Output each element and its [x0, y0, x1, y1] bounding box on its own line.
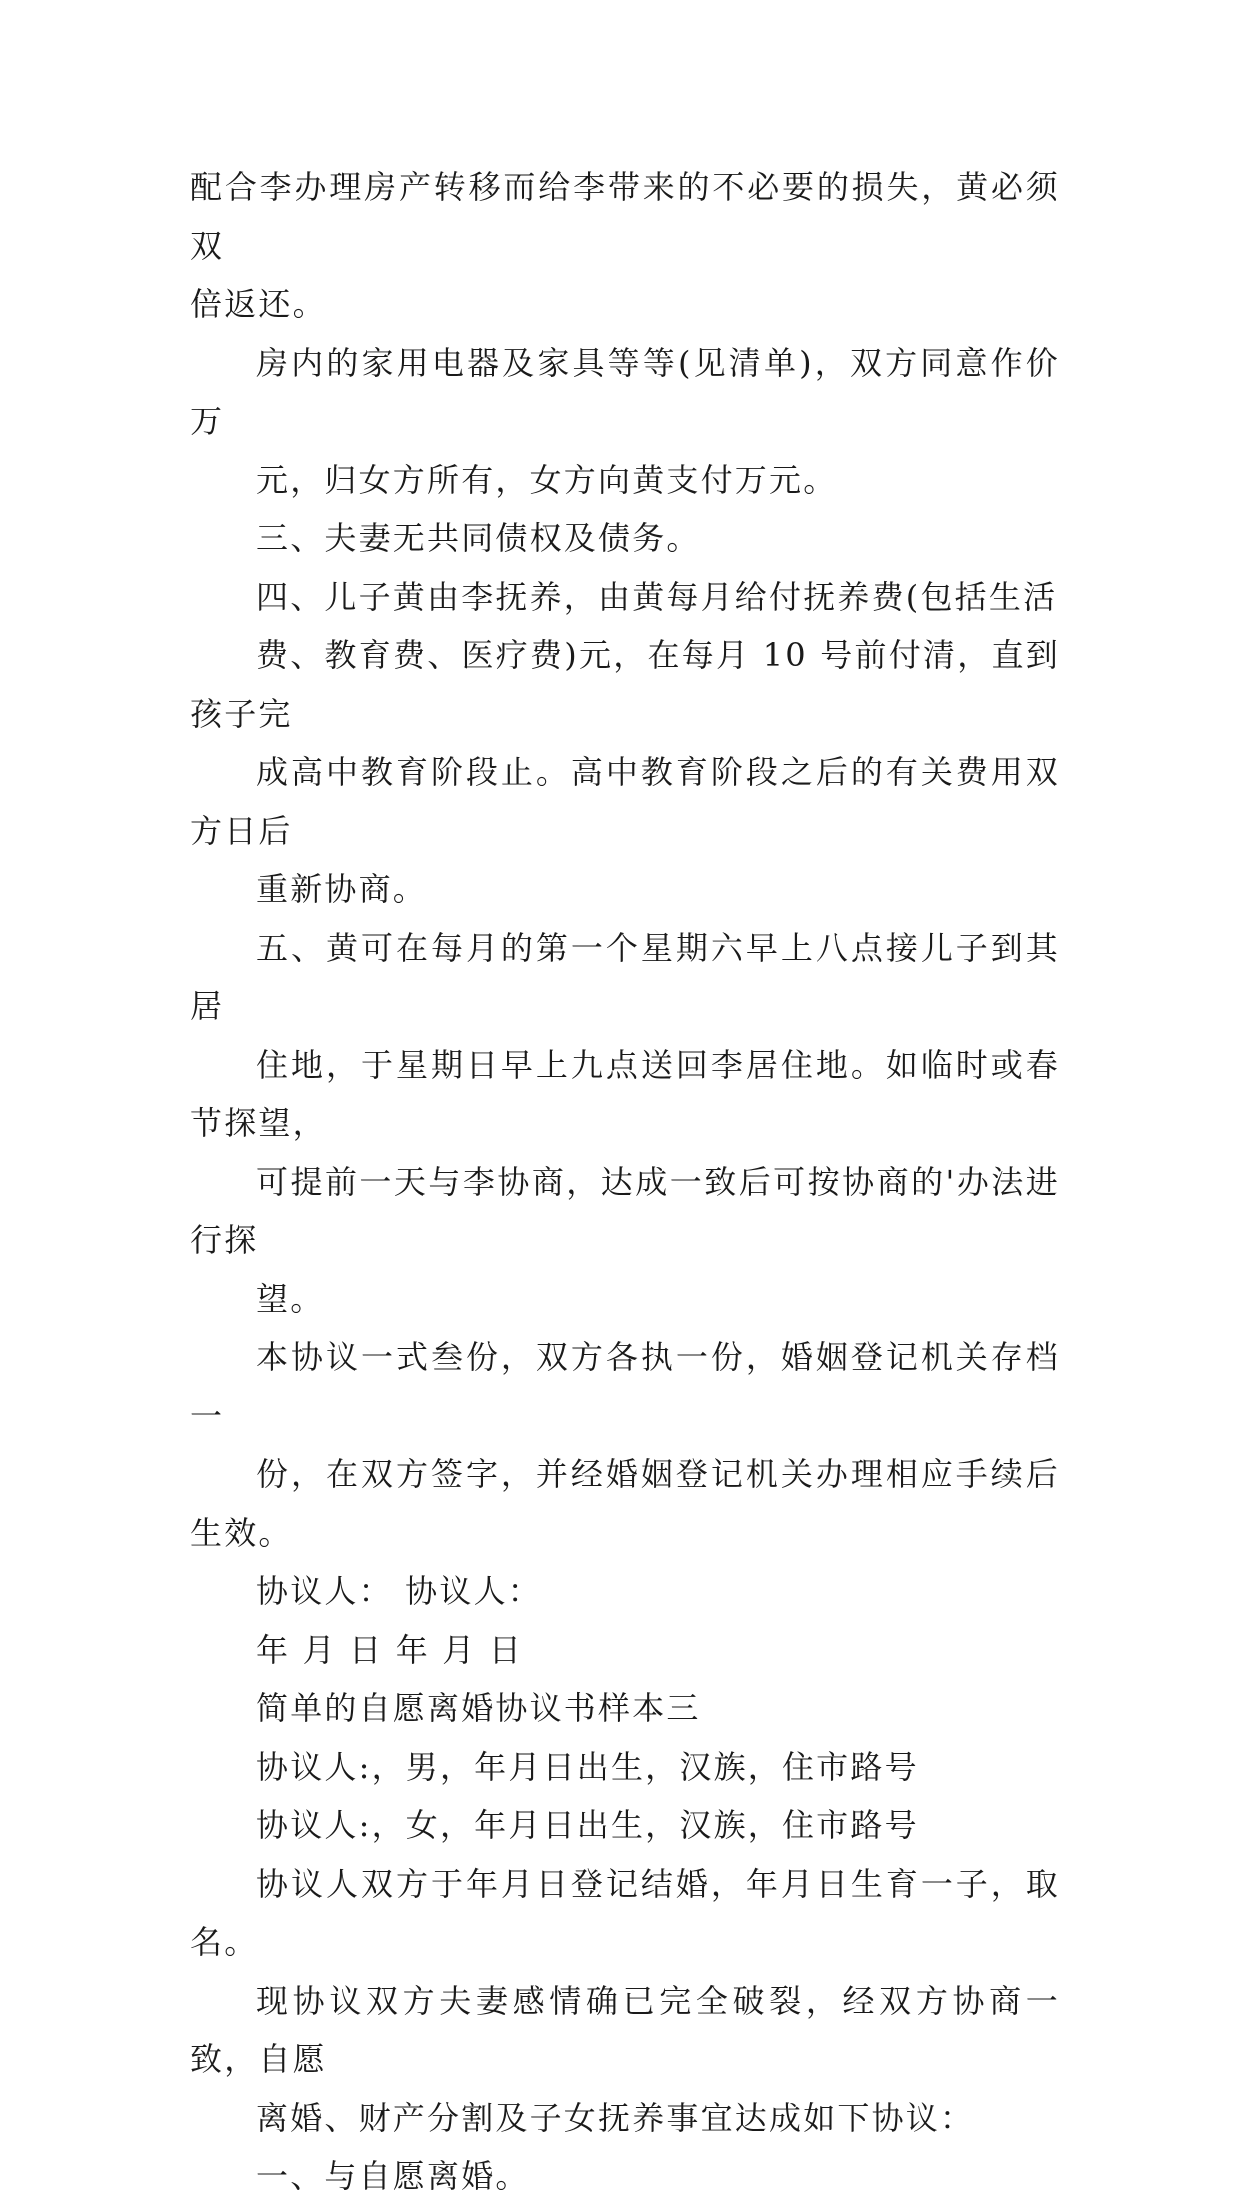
text-line: 四、儿子黄由李抚养，由黄每月给付抚养费(包括生活: [256, 577, 1058, 616]
text-line: 倍返还。: [190, 285, 327, 323]
paragraph: [190, 568, 1060, 919]
text-line: 五、黄可在每月的第一个星期六早上八点接儿子到其居: [190, 928, 1060, 1025]
text-line: 重新协商。: [256, 870, 428, 908]
paragraph: [190, 1855, 1060, 2148]
text-line: 离婚、财产分割及子女抚养事宜达成如下协议：: [256, 2098, 975, 2137]
text-line: 一、与自愿离婚。: [256, 2157, 530, 2195]
text-line: 住地，于星期日早上九点送回李居住地。如临时或春节探望，: [190, 1045, 1060, 1142]
paragraph: [190, 919, 1060, 1329]
text-line: 协议人:，男，年月日出生，汉族，住市路号: [256, 1747, 919, 1786]
text-line: 望。: [256, 1279, 325, 1318]
paragraph: [190, 2147, 1060, 2206]
paragraph: [190, 1796, 1060, 1855]
text-line: 可提前一天与李协商，达成一致后可按协商的'办法进行探: [190, 1162, 1060, 1259]
text-line: 协议人双方于年月日登记结婚，年月日生育一子，取名。: [190, 1864, 1060, 1961]
text-line: 本协议一式叁份，双方各执一份，婚姻登记机关存档一: [190, 1338, 1060, 1435]
text-line: 配合李办理房产转移而给李带来的不必要的损失，黄必须双: [190, 168, 1060, 265]
text-line: 元，归女方所有，女方向黄支付万元。: [256, 460, 838, 499]
paragraph: [190, 1562, 1060, 1621]
paragraph: [190, 1738, 1060, 1797]
text-line: 成高中教育阶段止。高中教育阶段之后的有关费用双方日后: [190, 753, 1060, 850]
paragraph: [190, 1621, 1060, 1680]
text-line: 三、夫妻无共同债权及债务。: [256, 519, 701, 557]
text-line: 年 月 日 年 月 日: [256, 1630, 524, 1669]
text-line: 协议人:，女，年月日出生，汉族，住市路号: [256, 1806, 919, 1844]
paragraph: [190, 158, 1060, 334]
text-line: 房内的家用电器及家具等等(见清单)，双方同意作价万: [190, 343, 1060, 440]
paragraph: [190, 1679, 1060, 1738]
text-line: 费、教育费、医疗费)元，在每月 10 号前付清，直到孩子完: [190, 636, 1060, 733]
paragraph: [190, 334, 1060, 510]
paragraph: [190, 509, 1060, 568]
text-line: 现协议双方夫妻感情确已完全破裂，经双方协商一致，自愿: [190, 1981, 1060, 2078]
paragraph: [190, 1328, 1060, 1562]
text-line: 份，在双方签字，并经婚姻登记机关办理相应手续后生效。: [190, 1455, 1060, 1552]
document-body: [190, 158, 1060, 2206]
text-line: 简单的自愿离婚协议书样本三: [256, 1689, 701, 1727]
text-line: 协议人： 协议人：: [256, 1572, 542, 1610]
